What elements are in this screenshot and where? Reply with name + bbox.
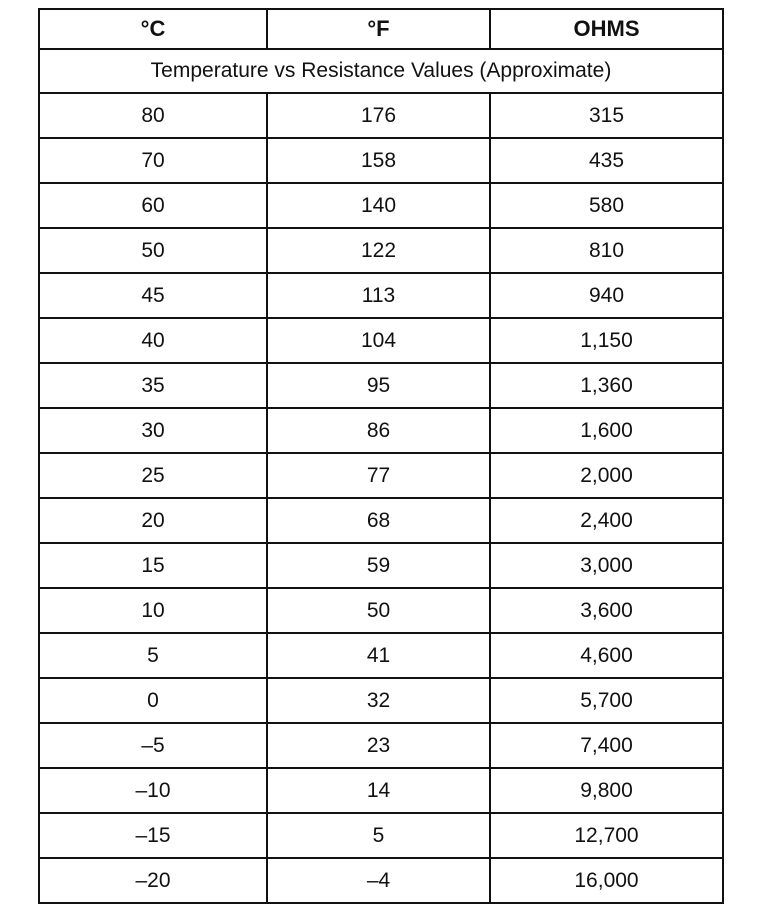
celsius-cell: –15 (39, 813, 267, 858)
ohms-cell: 580 (490, 183, 723, 228)
table-row (39, 678, 723, 723)
fahrenheit-cell: 122 (267, 228, 490, 273)
table-row (39, 363, 723, 408)
celsius-cell: –20 (39, 858, 267, 903)
ohms-cell: 1,600 (490, 408, 723, 453)
ohms-cell: 810 (490, 228, 723, 273)
table-caption: Temperature vs Resistance Values (Approximate) (39, 49, 723, 93)
table-row (39, 858, 723, 903)
table-row (39, 273, 723, 318)
fahrenheit-cell: –4 (267, 858, 490, 903)
table-row (39, 318, 723, 363)
ohms-cell: 4,600 (490, 633, 723, 678)
table-row (39, 183, 723, 228)
ohms-cell: 3,600 (490, 588, 723, 633)
fahrenheit-cell: 59 (267, 543, 490, 588)
fahrenheit-cell: 176 (267, 93, 490, 138)
celsius-cell: 45 (39, 273, 267, 318)
ohms-cell: 2,000 (490, 453, 723, 498)
ohms-cell: 1,360 (490, 363, 723, 408)
header-ohms: OHMS (490, 9, 723, 49)
ohms-cell: 12,700 (490, 813, 723, 858)
table-row (39, 408, 723, 453)
celsius-cell: 50 (39, 228, 267, 273)
table-row (39, 723, 723, 768)
fahrenheit-cell: 95 (267, 363, 490, 408)
celsius-cell: 20 (39, 498, 267, 543)
table-row (39, 228, 723, 273)
fahrenheit-cell: 41 (267, 633, 490, 678)
celsius-cell: 40 (39, 318, 267, 363)
celsius-cell: 15 (39, 543, 267, 588)
ohms-cell: 1,150 (490, 318, 723, 363)
header-row (39, 9, 723, 49)
fahrenheit-cell: 14 (267, 768, 490, 813)
celsius-cell: –5 (39, 723, 267, 768)
ohms-cell: 16,000 (490, 858, 723, 903)
table-header (39, 9, 723, 93)
celsius-cell: 80 (39, 93, 267, 138)
celsius-cell: –10 (39, 768, 267, 813)
ohms-cell: 435 (490, 138, 723, 183)
table-row (39, 768, 723, 813)
fahrenheit-cell: 104 (267, 318, 490, 363)
celsius-cell: 0 (39, 678, 267, 723)
ohms-cell: 2,400 (490, 498, 723, 543)
celsius-cell: 30 (39, 408, 267, 453)
fahrenheit-cell: 50 (267, 588, 490, 633)
table-row (39, 498, 723, 543)
fahrenheit-cell: 23 (267, 723, 490, 768)
ohms-cell: 9,800 (490, 768, 723, 813)
fahrenheit-cell: 77 (267, 453, 490, 498)
celsius-cell: 60 (39, 183, 267, 228)
ohms-cell: 7,400 (490, 723, 723, 768)
fahrenheit-cell: 32 (267, 678, 490, 723)
fahrenheit-cell: 86 (267, 408, 490, 453)
header-celsius: °C (39, 9, 267, 49)
celsius-cell: 25 (39, 453, 267, 498)
celsius-cell: 35 (39, 363, 267, 408)
celsius-cell: 70 (39, 138, 267, 183)
table-row (39, 588, 723, 633)
ohms-cell: 315 (490, 93, 723, 138)
table-row (39, 633, 723, 678)
celsius-cell: 5 (39, 633, 267, 678)
table-row (39, 93, 723, 138)
table-row (39, 453, 723, 498)
ohms-cell: 3,000 (490, 543, 723, 588)
fahrenheit-cell: 5 (267, 813, 490, 858)
temperature-resistance-table (38, 8, 724, 904)
table-body (39, 93, 723, 903)
table-row (39, 138, 723, 183)
ohms-cell: 5,700 (490, 678, 723, 723)
header-fahrenheit: °F (267, 9, 490, 49)
caption-row (39, 49, 723, 93)
fahrenheit-cell: 158 (267, 138, 490, 183)
table-row (39, 543, 723, 588)
fahrenheit-cell: 68 (267, 498, 490, 543)
ohms-cell: 940 (490, 273, 723, 318)
celsius-cell: 10 (39, 588, 267, 633)
temperature-resistance-table-container (38, 8, 722, 904)
fahrenheit-cell: 140 (267, 183, 490, 228)
table-row (39, 813, 723, 858)
fahrenheit-cell: 113 (267, 273, 490, 318)
